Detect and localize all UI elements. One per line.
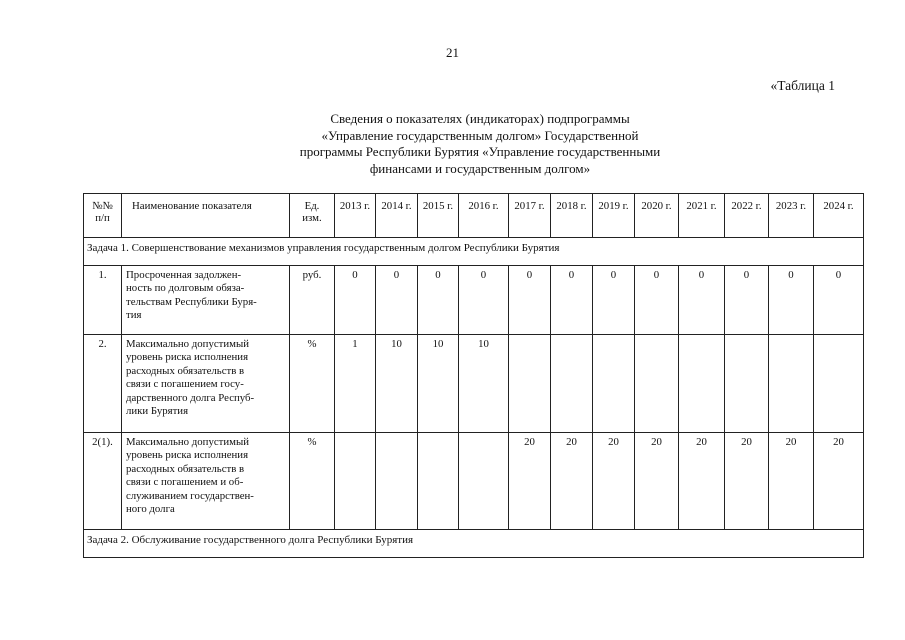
title-line: «Управление государственным долгом» Государственной [321,127,639,143]
row-name-line: Максимально допустимый [126,338,249,350]
row-value: 20 [635,433,679,530]
row-name-line: связи с погашением госу- [126,378,244,391]
row-value: 0 [376,266,418,335]
task-1-label: Задача 1. Совершенствование механизмов управления государственным долгом Республики Бурятия [84,238,864,266]
header-year: 2020 г. [635,194,679,238]
header-unit-line: Ед. [304,200,320,212]
row-name-line: связи с погашением и об- [126,476,244,489]
header-year: 2019 г. [593,194,635,238]
header-num [84,194,122,238]
row-value [418,433,459,530]
row-name-line: ность по долговым обяза- [126,282,245,295]
title-line: финансами и государственным долгом» [369,160,591,176]
row-value [593,335,635,433]
row-value: 0 [635,266,679,335]
row-name-line: лики Бурятия [126,405,189,418]
row-value: 0 [593,266,635,335]
row-name-line: тельствам Республики Буря- [126,295,257,308]
table-row [84,266,864,335]
row-value: 0 [551,266,593,335]
row-name-line: уровень риска исполнения [126,351,249,364]
row-value: 0 [509,266,551,335]
row-num: 2. [84,335,122,433]
row-name [122,433,290,530]
header-name: Наименование показателя [122,194,290,238]
header-unit-line: изм. [302,212,322,224]
title-line: программы Республики Бурятия «Управление государственными [299,144,661,159]
table-row [84,433,864,530]
header-num-line: №№ [92,200,113,212]
row-value [814,335,864,433]
row-name-line: расходных обязательств в [126,462,245,475]
row-unit: % [290,433,335,530]
row-name-line: ного долга [126,503,175,516]
row-value [679,335,725,433]
task-2-label: Задача 2. Обслуживание государственного долга Республики Бурятия [84,530,864,558]
table-label: «Таблица 1 [770,78,835,93]
row-value: 0 [335,266,376,335]
header-year: 2023 г. [769,194,814,238]
header-row [84,194,864,238]
row-name-line: служиванием государствен- [126,489,254,502]
row-unit: % [290,335,335,433]
row-value: 20 [551,433,593,530]
row-name-line: тия [126,309,142,322]
row-value: 1 [335,335,376,433]
task-row [84,238,864,266]
task-row [84,530,864,558]
header-year: 2024 г. [814,194,864,238]
row-value [551,335,593,433]
header-year: 2017 г. [509,194,551,238]
page-number: 21 [446,45,459,60]
row-value: 20 [509,433,551,530]
title-line: Сведения о показателях (индикаторах) подпрограммы [330,111,630,126]
indicators-table [83,193,864,558]
header-year: 2014 г. [376,194,418,238]
header-year: 2021 г. [679,194,725,238]
row-value [509,335,551,433]
row-name-line: уровень риска исполнения [126,449,249,462]
row-value: 20 [593,433,635,530]
row-value: 0 [769,266,814,335]
table-row [84,335,864,433]
row-value: 10 [418,335,459,433]
row-name [122,335,290,433]
header-year: 2013 г. [335,194,376,238]
row-name-line: дарственного долга Респуб- [126,391,255,404]
row-value: 0 [679,266,725,335]
row-value: 10 [376,335,418,433]
row-value: 20 [679,433,725,530]
header-year: 2018 г. [551,194,593,238]
header-year: 2015 г. [418,194,459,238]
row-value: 20 [814,433,864,530]
row-value [335,433,376,530]
row-name-line: Максимально допустимый [126,436,249,448]
row-value [769,335,814,433]
row-name-line: Просроченная задолжен- [126,269,242,281]
row-name-line: расходных обязательств в [126,364,245,377]
header-unit [290,194,335,238]
header-year: 2022 г. [725,194,769,238]
row-value: 20 [725,433,769,530]
row-value: 20 [769,433,814,530]
header-year: 2016 г. [459,194,509,238]
row-value: 10 [459,335,509,433]
row-num: 1. [84,266,122,335]
row-value: 0 [725,266,769,335]
row-unit: руб. [290,266,335,335]
row-value [635,335,679,433]
row-num: 2(1). [84,433,122,530]
row-value: 0 [418,266,459,335]
row-value [459,433,509,530]
row-value [725,335,769,433]
row-value [376,433,418,530]
header-num-line: п/п [95,212,110,224]
row-value: 0 [814,266,864,335]
document-title [200,111,760,177]
row-value: 0 [459,266,509,335]
row-name [122,266,290,335]
